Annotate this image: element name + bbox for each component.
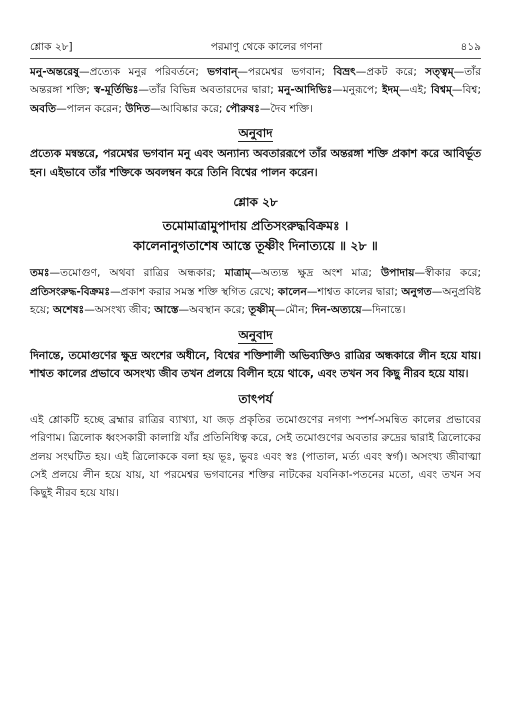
synonym-dash: — [259,102,271,115]
synonyms-paragraph-1 [30,63,481,118]
synonym-meaning: প্রত্যেক মনুর পরিবর্তনে [89,66,196,78]
synonym-meaning: অবস্থান করে [189,304,242,317]
synonym-dash: — [414,267,426,280]
synonym-meaning: মৌন [285,304,305,317]
verse-title: শ্লোক ২৮ [233,195,278,210]
synonym-term: ইদম্ [382,84,400,97]
synonym-term: উপাদায় [381,267,415,280]
synonym-meaning: স্বীকার করে [425,267,478,280]
synonym-dash: — [150,102,161,115]
synonym-separator: ; [413,66,426,78]
header-rule [30,58,481,59]
synonym-meaning: বিশ্ব [462,84,478,97]
synonym-meaning: প্রকাশ করার সমস্ত শক্তি স্থগিত রেখে [120,285,271,298]
synonym-separator: ; [270,84,279,97]
synonym-dash: — [332,84,343,97]
synonym-term: সত্ত্বম্ [425,66,454,78]
synonym-term: উদিত [125,102,151,115]
synonym-term: মনু-আদিভিঃ [278,84,333,97]
synonym-term: আস্তে [154,304,179,317]
synonym-term: মনু-অন্তরেষু [30,66,80,78]
synonym-separator: ; [218,102,226,115]
synonym-dash: — [453,66,465,78]
verse-line-2: কালেনানুগতাশেষ আস্তে তূষ্ণীং দিনাত্যয়ে ॥ ২৮ ॥ [133,238,378,254]
synonym-separator: । [401,304,406,317]
synonyms-paragraph-2 [30,264,481,319]
synonym-term: প্রতিসংরুদ্ধ-বিক্রমঃ [30,285,111,298]
synonym-separator: ; [477,267,482,280]
synonym-meaning: মনুরূপে [342,84,375,97]
purport-paragraph: এই শ্লোকটি হচ্ছে ব্রহ্মার রাত্রির ব্যাখ্যা, যা জড় প্রকৃতির তমোগুণের নগণ্য স্পর্শ-সমন্বিত কালের প্রভাবের পরিণাম। ত্রিলোক ধ্বংসকারী কালাগ্নি যাঁর প্রতিনিধিত্ব করে, সেই তমোগুণের অবতার রুদ্রের দ্বারাই ত্রিলোকের প্রলয় সংঘটিত হয়। এই ত্রিলোককে বলা হয় ভূঃ, ভুবঃ এবং স্বঃ (পাতাল, মর্ত্য এবং স্বর্গ)। অসংখ্য জীবাত্মা সেই প্রলয়ে লীন হয়ে যায়, যা পরমেশ্বর ভগবানের শক্তির নাটকের যবনিকা-পতনের মতো, এবং তখন সব কিছুই নীরব হয়ে যায়। [30,413,481,500]
header-verse-ref: শ্লোক ২৮] [30,41,73,53]
synonym-term: তমঃ [30,267,50,280]
synonym-meaning: অসংখ্য জীব [94,304,148,317]
synonym-separator: ; [304,304,312,317]
synonym-separator: ; [374,84,383,97]
synonym-meaning: আবিষ্কার করে [160,102,219,115]
synonym-meaning: তাঁর অন্তরঙ্গা শক্তি [30,66,482,97]
synonym-separator: ; [394,285,402,298]
synonym-separator: ; [321,66,334,78]
synonym-meaning: দৈব শক্তি [270,102,310,115]
synonym-dash: — [237,66,249,78]
translation-paragraph-1: প্রত্যেক মন্বন্তরে, পরমেশ্বর ভগবান মনু এবং অন্যান্য অবতাররূপে তাঁর অন্তরঙ্গা শক্তি প্রকাশ করে আবির্ভূত হন। এইভাবে তাঁর শক্তিকে অবলম্বন করে তিনি বিশ্বের পালন করেন। [30,147,481,179]
synonym-meaning: পরমেশ্বর ভগবান [248,66,322,78]
synonym-separator: ; [118,102,126,115]
synonym-meaning: অত্যন্ত ক্ষুদ্র অংশ মাত্র [261,267,369,280]
synonym-dash: — [361,304,373,317]
synonym-dash: — [355,66,367,78]
synonym-dash: — [110,285,121,298]
synonym-meaning: পালন করেন [66,102,119,115]
header-chapter-title: পরমাণু থেকে কালের গণনা [210,41,323,53]
synonym-dash: — [250,267,262,280]
synonym-separator: ; [86,84,95,97]
synonym-dash: — [431,285,443,298]
synonym-separator: । [309,102,313,115]
synonym-separator: ; [423,84,432,97]
synonym-term: ভগবান্ [207,66,238,78]
synonym-meaning: দিনান্তে [372,304,402,317]
translation-heading-1-text: অনুবাদ [238,126,273,141]
synonym-dash: — [451,84,463,97]
synonym-term: বিভ্রৎ [333,66,356,78]
translation-heading-1 [30,124,481,142]
synonym-dash: — [138,84,149,97]
synonym-dash: — [306,285,318,298]
synonym-dash: — [399,84,410,97]
purport-heading [30,390,481,408]
page-number: ৪১৯ [460,41,481,53]
synonym-dash: — [56,102,67,115]
synonym-term: অবতি [30,102,57,115]
synonym-term: স্ব-মূর্তিভিঃ [94,84,139,97]
synonym-meaning: তাঁর বিভিন্ন অবতারদের দ্বারা [148,84,271,97]
verse-line-1: তমোমাত্রামুপাদায় প্রতিসংরুদ্ধবিক্রমঃ । [162,218,349,234]
synonym-dash: — [79,66,90,78]
synonym-term: মাত্রাম্ [224,267,251,280]
synonym-meaning: প্রকট করে [366,66,414,78]
synonym-dash: — [49,267,61,280]
synonym-meaning: তমোগুণ, অথবা রাত্রির অন্ধকার [60,267,213,280]
translation-paragraph-2: দিনান্তে, তমোগুণের ক্ষুদ্র অংশের অধীনে, বিশ্বের শক্তিশালী অভিব্যক্তিও রাত্রির অন্ধকারে লীন হয়ে যায়। শাশ্বত কালের প্রভাবে অসংখ্য জীব তখন প্রলয়ে বিলীন হয়ে থাকে, এবং তখন সব কিছু নীরব হয়ে যায়। [30,348,481,381]
synonym-separator: ; [241,304,249,317]
translation-heading-2-text: অনুবাদ [238,327,273,342]
page-content [30,63,481,503]
synonym-term: কালেন [277,285,307,298]
synonym-meaning: শাশ্বত কালের দ্বারা [317,285,395,298]
synonym-dash: — [274,304,286,317]
synonym-term: অনুগত [401,285,432,298]
synonym-term: তূষ্ণীম্ [248,304,275,317]
synonym-separator: ; [147,304,155,317]
synonym-separator: ; [270,285,278,298]
synonym-meaning: এই [409,84,424,97]
synonym-separator: ; [195,66,208,78]
synonym-separator: ; [212,267,225,280]
running-header [30,40,481,57]
synonym-meaning: অনুপ্রবিষ্ট হয়ে [30,285,481,317]
synonym-term: অশেষঃ [53,304,85,317]
synonym-separator: ; [368,267,382,280]
synonym-term: বিশ্বম্ [431,84,452,97]
synonym-dash: — [84,304,95,317]
synonym-term: পৌরুষঃ [225,102,260,115]
translation-heading-2 [30,326,481,344]
synonym-dash: — [178,304,190,317]
synonym-separator: ; [477,84,482,97]
synonym-term: দিন-অত্যয়ে [311,304,362,317]
synonym-separator: ; [46,304,54,317]
purport-heading-text: তাৎপর্য [238,391,273,406]
